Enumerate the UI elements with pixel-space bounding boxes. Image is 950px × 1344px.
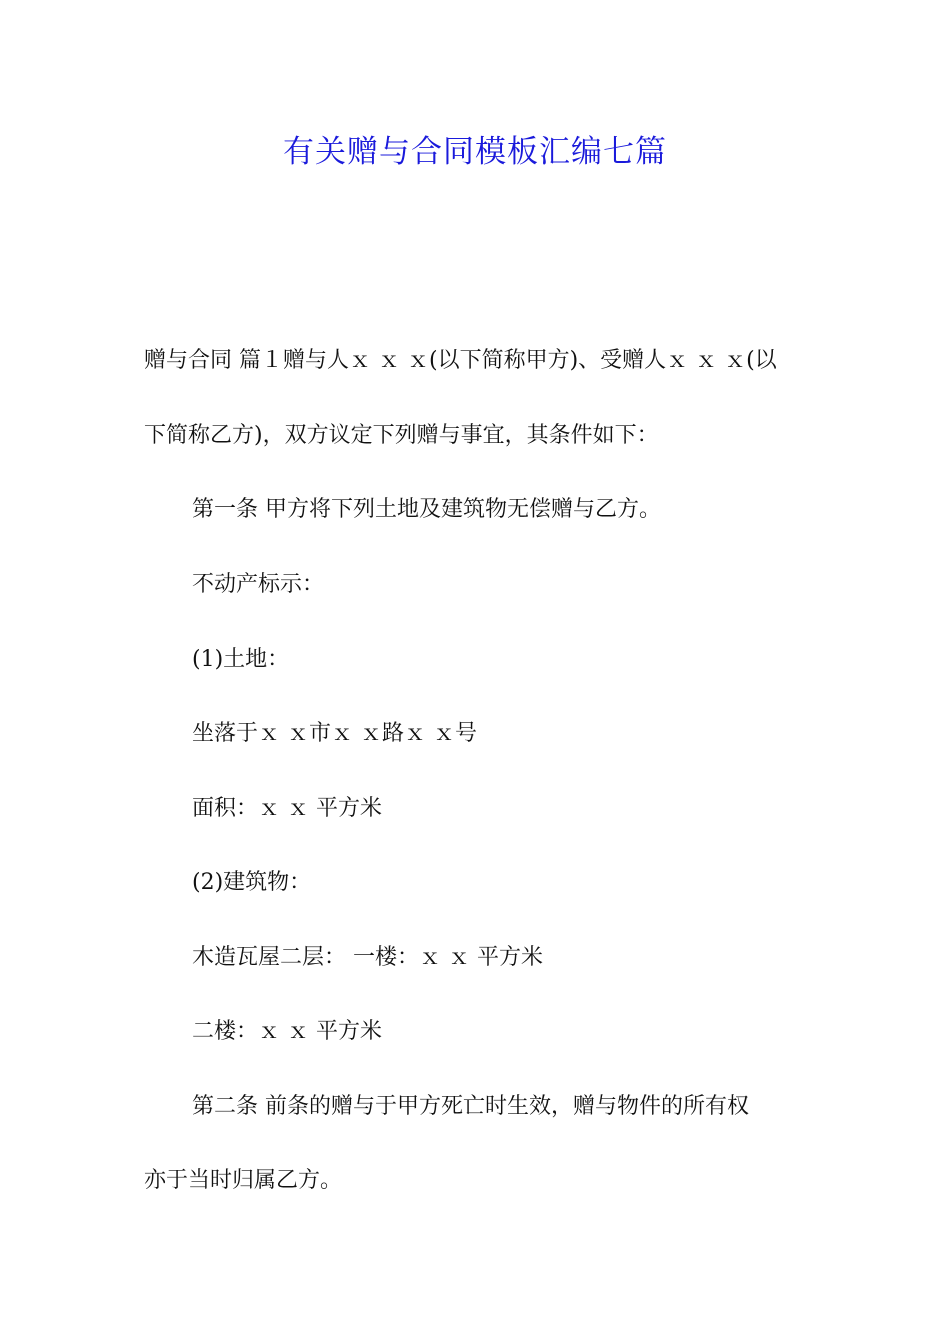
building-second-floor: 二楼：ｘ ｘ 平方米: [192, 1019, 382, 1044]
land-area: 面积：ｘ ｘ 平方米: [192, 796, 382, 821]
building-first-floor: 木造瓦屋二层： 一楼：ｘ ｘ 平方米: [192, 945, 543, 970]
land-heading: (1)土地：: [192, 647, 290, 672]
article-2-continuation: 亦于当时归属乙方。: [144, 1168, 343, 1193]
building-heading: (2)建筑物：: [192, 870, 312, 895]
paragraph-line-1: 赠与合同 篇１赠与人ｘ ｘ ｘ(以下简称甲方)、受赠人ｘ ｘ ｘ(以: [144, 348, 777, 373]
document-title: 有关赠与合同模板汇编七篇: [283, 134, 667, 170]
property-label: 不动产标示：: [192, 572, 325, 597]
paragraph-line-2: 下简称乙方)，双方议定下列赠与事宜，其条件如下：: [144, 423, 659, 448]
land-location: 坐落于ｘ ｘ市ｘ ｘ路ｘ ｘ号: [192, 721, 477, 746]
article-2-text: 第二条 前条的赠与于甲方死亡时生效，赠与物件的所有权: [192, 1094, 749, 1119]
article-1-text: 第一条 甲方将下列土地及建筑物无偿赠与乙方。: [192, 497, 661, 522]
